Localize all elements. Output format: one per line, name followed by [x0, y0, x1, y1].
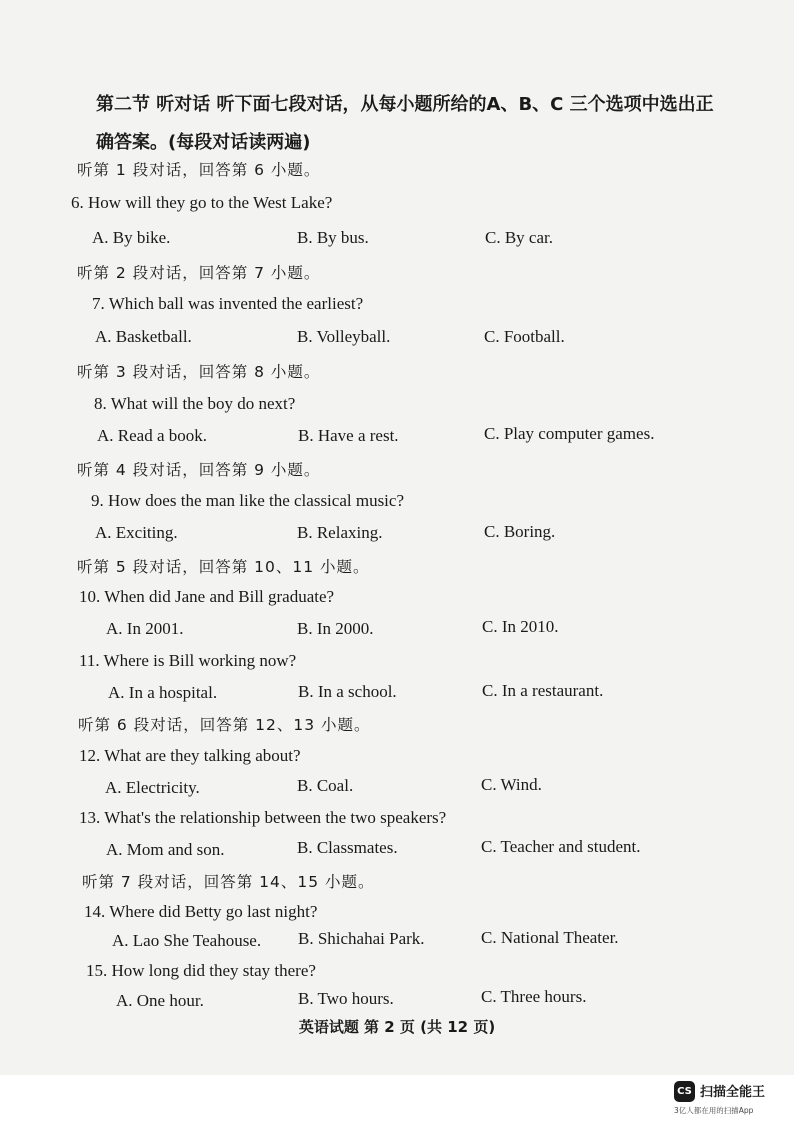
q14-option-c: C. National Theater.: [481, 928, 619, 947]
watermark-subtitle: 3亿人都在用的扫描App: [674, 1106, 754, 1115]
q13-option-a: A. Mom and son.: [106, 840, 225, 859]
q10-option-c: C. In 2010.: [482, 617, 559, 636]
scanner-watermark: [674, 1078, 784, 1118]
q15-option-b: B. Two hours.: [298, 989, 394, 1008]
question-10: 10. When did Jane and Bill graduate?: [79, 587, 335, 606]
q6-option-a: A. By bike.: [92, 228, 171, 247]
q7-option-a: A. Basketball.: [95, 327, 192, 346]
q10-option-b: B. In 2000.: [297, 619, 374, 638]
q7-option-b: B. Volleyball.: [297, 327, 391, 346]
watermark-title: 扫描全能王: [700, 1085, 766, 1100]
q6-option-b: B. By bus.: [297, 228, 369, 247]
instruction-4: 听第 4 段对话，回答第 9 小题。: [77, 461, 321, 479]
q7-option-c: C. Football.: [484, 327, 565, 346]
q8-option-a: A. Read a book.: [97, 426, 208, 445]
instruction-2: 听第 2 段对话，回答第 7 小题。: [77, 264, 321, 282]
question-7: 7. Which ball was invented the earliest?: [92, 294, 364, 313]
q11-option-b: B. In a school.: [298, 682, 397, 701]
question-13: 13. What's the relationship between the two speakers?: [79, 808, 447, 827]
q8-option-b: B. Have a rest.: [298, 426, 399, 445]
instruction-1: 听第 1 段对话，回答第 6 小题。: [77, 161, 321, 179]
q12-option-b: B. Coal.: [297, 776, 354, 795]
question-6: 6. How will they go to the West Lake?: [71, 193, 333, 212]
q13-option-c: C. Teacher and student.: [481, 837, 641, 856]
q14-option-b: B. Shichahai Park.: [298, 929, 425, 948]
q11-option-a: A. In a hospital.: [108, 683, 218, 702]
q12-option-a: A. Electricity.: [105, 778, 200, 797]
q14-option-a: A. Lao She Teahouse.: [112, 931, 262, 950]
question-12: 12. What are they talking about?: [79, 746, 301, 765]
section-header: [96, 86, 736, 162]
question-9: 9. How does the man like the classical music?: [91, 491, 404, 510]
page-footer: 英语试题 第 2 页 (共 12 页): [298, 1018, 496, 1036]
question-11: 11. Where is Bill working now?: [79, 651, 297, 670]
q8-option-c: C. Play computer games.: [484, 424, 655, 443]
section-header-line-1: 第二节 听对话 听下面七段对话，从每小题所给的A、B、C 三个选项中选出正: [96, 94, 714, 115]
q9-option-a: A. Exciting.: [95, 523, 178, 542]
q9-option-b: B. Relaxing.: [297, 523, 383, 542]
q15-option-c: C. Three hours.: [481, 987, 587, 1006]
instruction-3: 听第 3 段对话，回答第 8 小题。: [77, 363, 321, 381]
section-header-line-2: 确答案。(每段对话读两遍): [96, 132, 311, 153]
instruction-5: 听第 5 段对话，回答第 10、11 小题。: [77, 558, 370, 576]
q10-option-a: A. In 2001.: [106, 619, 184, 638]
instruction-7: 听第 7 段对话，回答第 14、15 小题。: [82, 873, 375, 891]
q11-option-c: C. In a restaurant.: [482, 681, 604, 700]
q13-option-b: B. Classmates.: [297, 838, 398, 857]
q15-option-a: A. One hour.: [116, 991, 204, 1010]
question-8: 8. What will the boy do next?: [94, 394, 296, 413]
q9-option-c: C. Boring.: [484, 522, 556, 541]
q6-option-c: C. By car.: [485, 228, 553, 247]
q12-option-c: C. Wind.: [481, 775, 542, 794]
camscanner-logo-icon: CS: [674, 1081, 695, 1102]
instruction-6: 听第 6 段对话，回答第 12、13 小题。: [78, 716, 371, 734]
question-15: 15. How long did they stay there?: [86, 961, 316, 980]
question-14: 14. Where did Betty go last night?: [84, 902, 318, 921]
